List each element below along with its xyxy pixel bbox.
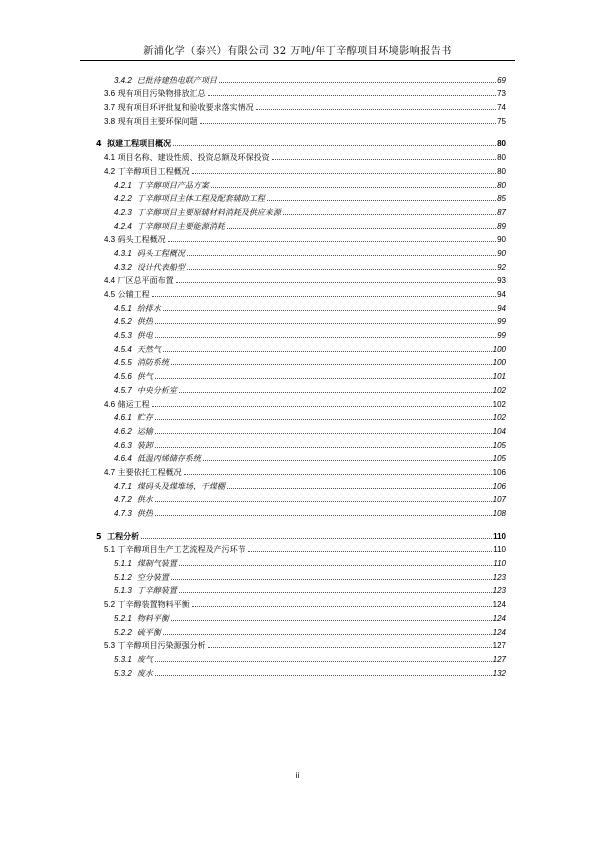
toc-entry-text: 物料平衡	[136, 613, 169, 623]
toc-entry-number: 4.3.1	[114, 248, 132, 258]
header-rule	[80, 60, 515, 61]
toc-entry-number: 4.6.1	[114, 413, 132, 423]
dot-leader	[227, 227, 496, 229]
dot-leader	[171, 619, 492, 621]
dot-leader	[179, 391, 492, 393]
toc-entry[interactable]	[96, 354, 506, 368]
toc-entry-text: 丁辛醇项目产品方案	[136, 180, 209, 190]
dot-leader	[248, 550, 493, 552]
toc-entry[interactable]	[96, 637, 506, 651]
dot-leader	[219, 81, 496, 83]
toc-entry-text: 供电	[136, 331, 153, 341]
toc-entry-title	[114, 441, 154, 450]
toc-entry[interactable]	[96, 450, 506, 464]
dot-leader	[155, 432, 492, 434]
toc-entry-number: 5.1.2	[114, 572, 132, 582]
dot-leader	[187, 268, 496, 270]
toc-entry-page: 94	[497, 290, 506, 299]
toc-entry[interactable]	[96, 491, 506, 505]
toc-entry[interactable]	[96, 463, 506, 477]
toc-entry-title	[104, 290, 151, 299]
toc-entry[interactable]	[96, 340, 506, 354]
toc-entry-text: 丁辛醇项目生产工艺流程及产污环节	[117, 545, 246, 555]
toc-entry-page: 85	[497, 194, 506, 204]
toc-entry-title	[114, 222, 226, 231]
toc-entry-title	[114, 427, 154, 436]
toc-entry-number: 5.1.1	[114, 559, 132, 569]
toc-entry-number: 5.3	[104, 641, 116, 651]
toc-entry-page: 93	[497, 276, 506, 286]
toc-entry-number: 4.5.6	[114, 372, 132, 382]
toc-entry-title	[114, 317, 154, 326]
toc-entry-title	[114, 509, 154, 518]
toc-entry-number: 4.2.4	[114, 221, 132, 231]
dot-leader	[155, 514, 492, 516]
toc-entry-text: 码头工程概况	[136, 248, 185, 258]
toc-entry[interactable]	[96, 582, 506, 596]
toc-entry-text: 丁辛醇装置物料平衡	[117, 600, 190, 610]
toc-entry-title	[114, 181, 210, 190]
toc-entry[interactable]	[96, 395, 506, 409]
dot-leader	[256, 108, 496, 110]
dot-leader	[163, 350, 492, 352]
dot-leader	[152, 405, 492, 407]
toc-entry-title	[114, 413, 154, 422]
toc-entry-page: 99	[497, 331, 506, 341]
toc-entry-text: 现有项目环评批复和验收要求落实情况	[117, 103, 254, 113]
dot-leader	[184, 473, 492, 475]
toc-entry[interactable]	[96, 231, 506, 245]
toc-entry[interactable]	[96, 98, 506, 112]
toc-entry-text: 废水	[136, 668, 153, 678]
toc-entry-title	[114, 386, 178, 395]
toc-entry-page: 110	[493, 545, 506, 555]
toc-entry-page: 100	[492, 344, 506, 354]
dot-leader	[179, 591, 492, 593]
toc-entry-number: 3.6	[104, 89, 116, 99]
toc-entry-number: 4	[96, 139, 102, 149]
toc-entry-text: 中央分析室	[136, 385, 177, 395]
toc-entry-text: 贮存	[136, 413, 153, 423]
toc-entry-text: 项目名称、建设性质、投资总额及环保投资	[117, 153, 270, 163]
toc-entry-page: 110	[493, 531, 506, 541]
dot-leader	[173, 144, 496, 146]
toc-entry[interactable]	[96, 422, 506, 436]
dot-leader	[208, 94, 496, 96]
toc-entry-title	[104, 235, 167, 244]
toc-entry-text: 现有项目主要环保问题	[117, 116, 198, 126]
toc-entry-number: 5.2.1	[114, 613, 132, 623]
toc-entry-title	[114, 331, 154, 340]
dot-leader	[192, 172, 496, 174]
toc-entry-text: 低温丙烯储存系统	[136, 454, 201, 464]
toc-entry-page: 127	[492, 654, 506, 664]
toc-entry-number: 5	[96, 531, 102, 541]
toc-entry[interactable]	[96, 148, 506, 162]
toc-entry-title	[114, 669, 154, 678]
toc-entry-number: 4.7	[104, 467, 116, 477]
toc-entry-number: 4.7.2	[114, 495, 132, 505]
toc-entry-title	[114, 263, 186, 272]
toc-entry[interactable]	[96, 367, 506, 381]
dot-leader	[155, 446, 492, 448]
toc-entry[interactable]	[96, 135, 506, 149]
toc-entry-title	[114, 495, 154, 504]
toc-entry-text: 供水	[136, 495, 153, 505]
dot-leader	[152, 295, 496, 297]
toc-entry-page: 105	[492, 440, 506, 450]
toc-entry-number: 5.3.2	[114, 668, 132, 678]
toc-entry-page: 101	[492, 372, 506, 382]
toc-entry[interactable]	[96, 313, 506, 327]
toc-entry-text: 丁辛醇项目污染源强分析	[117, 641, 206, 651]
toc-entry-title	[114, 345, 162, 354]
toc-entry-title	[104, 545, 247, 554]
toc-entry-page: 106	[492, 481, 506, 491]
toc-entry[interactable]	[96, 190, 506, 204]
toc-entry-title	[104, 468, 183, 477]
dot-leader	[272, 158, 496, 160]
toc-entry-number: 4.1	[104, 153, 116, 163]
toc-entry-number: 4.6	[104, 399, 116, 409]
toc-entry-number: 5.2.2	[114, 627, 132, 637]
toc-entry-page: 105	[492, 454, 506, 464]
toc-entry-title	[104, 153, 271, 162]
table-of-contents	[96, 71, 506, 678]
toc-entry[interactable]	[96, 176, 506, 190]
dot-leader	[227, 487, 492, 489]
dot-leader	[155, 660, 492, 662]
dot-leader	[187, 254, 496, 256]
toc-entry-title	[114, 586, 178, 595]
toc-entry-page: 104	[492, 426, 506, 436]
toc-entry[interactable]	[96, 299, 506, 313]
toc-entry-number: 4.4	[104, 276, 116, 286]
toc-entry-title	[114, 304, 162, 313]
toc-entry-title	[96, 139, 172, 148]
toc-entry-number: 4.2.2	[114, 194, 132, 204]
dot-leader	[211, 186, 496, 188]
toc-entry-text: 空分装置	[136, 572, 169, 582]
toc-entry-title	[104, 276, 175, 285]
toc-entry[interactable]	[96, 326, 506, 340]
dot-leader	[171, 363, 492, 365]
toc-entry-page: 124	[492, 600, 506, 610]
toc-entry-number: 4.2	[104, 166, 116, 176]
dot-leader	[155, 336, 496, 338]
toc-entry-page: 124	[492, 627, 506, 637]
dot-leader	[163, 633, 492, 635]
toc-entry-title	[114, 573, 170, 582]
toc-entry-text: 供气	[136, 372, 153, 382]
dot-leader	[176, 281, 496, 283]
toc-entry[interactable]	[96, 162, 506, 176]
toc-entry[interactable]	[96, 477, 506, 491]
toc-entry-text: 拟建工程项目概况	[107, 139, 172, 149]
toc-entry-page: 99	[497, 317, 506, 327]
toc-entry-number: 3.7	[104, 103, 116, 113]
toc-entry-text: 设计代表船型	[136, 262, 185, 272]
toc-entry-title	[114, 614, 170, 623]
toc-entry-number: 4.2.1	[114, 180, 132, 190]
toc-entry[interactable]	[96, 595, 506, 609]
toc-entry[interactable]	[96, 664, 506, 678]
toc-entry-number: 4.3	[104, 235, 116, 245]
toc-entry[interactable]	[96, 258, 506, 272]
toc-entry-text: 丁辛醇项目主要原辅材料消耗及供应来源	[136, 207, 281, 217]
toc-entry-title	[114, 208, 282, 217]
toc-entry-page: 80	[497, 180, 506, 190]
toc-entry[interactable]	[96, 244, 506, 258]
toc-entry-page: 107	[492, 495, 506, 505]
toc-entry-title	[104, 103, 255, 112]
toc-entry-text: 消防系统	[136, 358, 169, 368]
toc-entry[interactable]	[96, 541, 506, 555]
toc-entry-number: 4.7.1	[114, 481, 132, 491]
dot-leader	[192, 605, 492, 607]
toc-entry-number: 4.5.7	[114, 385, 132, 395]
toc-entry-page: 102	[492, 413, 506, 423]
toc-entry-page: 132	[492, 668, 506, 678]
toc-entry-text: 丁辛醇项目主体工程及配套辅助工程	[136, 194, 265, 204]
toc-entry-text: 厂区总平面布置	[117, 276, 174, 286]
toc-entry-number: 5.1.3	[114, 586, 132, 596]
toc-entry-text: 已批待建热电联产项目	[136, 75, 217, 85]
toc-entry-title	[104, 117, 199, 126]
dot-leader	[179, 564, 492, 566]
toc-entry-number: 5.1	[104, 545, 116, 555]
toc-entry[interactable]	[96, 527, 506, 541]
toc-entry[interactable]	[96, 623, 506, 637]
toc-entry-text: 丁辛醇项目主要能源消耗	[136, 221, 225, 231]
toc-entry-number: 4.5.1	[114, 303, 132, 313]
toc-entry[interactable]	[96, 112, 506, 126]
toc-entry-title	[114, 372, 154, 381]
toc-entry-number: 5.2	[104, 600, 116, 610]
dot-leader	[155, 322, 496, 324]
dot-leader	[283, 213, 496, 215]
dot-leader	[163, 309, 496, 311]
toc-entry-number: 4.7.3	[114, 509, 132, 518]
toc-entry-page: 80	[497, 166, 506, 176]
toc-entry-number: 4.6.2	[114, 426, 132, 436]
toc-entry-title	[114, 76, 218, 85]
toc-entry-page: 74	[497, 103, 506, 113]
toc-entry-page: 100	[492, 358, 506, 368]
toc-entry-number: 3.4.2	[114, 75, 132, 85]
toc-entry-page: 106	[492, 467, 506, 477]
toc-entry-title	[104, 600, 191, 609]
dot-leader	[141, 537, 492, 539]
toc-entry-page: 94	[497, 303, 506, 313]
toc-entry-text: 码头工程概况	[117, 235, 166, 245]
toc-entry-page: 75	[497, 116, 506, 126]
page-number: ii	[295, 771, 300, 780]
toc-entry-text: 硫平衡	[136, 627, 161, 637]
toc-entry[interactable]	[96, 436, 506, 450]
dot-leader	[203, 459, 492, 461]
toc-entry-page: 108	[492, 509, 506, 518]
toc-entry[interactable]	[96, 71, 506, 85]
toc-entry-text: 煤制气装置	[136, 559, 177, 569]
toc-entry-title	[114, 194, 266, 203]
toc-entry[interactable]	[96, 85, 506, 99]
toc-entry-page: 89	[497, 221, 506, 231]
toc-entry-text: 丁辛醇装置	[136, 586, 177, 596]
toc-entry-page: 102	[492, 385, 506, 395]
toc-entry-title	[104, 89, 207, 98]
toc-entry-text: 运输	[136, 426, 153, 436]
toc-entry-title	[114, 482, 226, 491]
dot-leader	[155, 418, 492, 420]
toc-entry-title	[114, 559, 178, 568]
toc-entry-text: 装卸	[136, 440, 153, 450]
toc-entry-title	[104, 641, 207, 650]
dot-leader	[171, 578, 492, 580]
toc-entry-number: 4.6.4	[114, 454, 132, 464]
toc-entry[interactable]	[96, 285, 506, 299]
toc-entry-text: 现有项目污染物排放汇总	[117, 89, 206, 99]
toc-entry[interactable]	[96, 217, 506, 231]
toc-entry-text: 煤码头及煤堆场、干煤棚	[136, 481, 225, 491]
toc-entry-text: 储运工程	[117, 399, 150, 409]
toc-entry-page: 69	[497, 75, 506, 85]
toc-entry-title	[104, 400, 151, 409]
toc-entry-page: 92	[497, 262, 506, 272]
toc-entry[interactable]	[96, 650, 506, 664]
dot-leader	[155, 377, 492, 379]
toc-entry-page: 102	[492, 399, 506, 409]
toc-entry-number: 4.5	[104, 290, 116, 299]
toc-entry-text: 主要依托工程概况	[117, 467, 182, 477]
toc-entry-text: 废气	[136, 654, 153, 664]
toc-entry-page: 80	[497, 139, 506, 149]
running-header: 新浦化学（泰兴）有限公司 32 万吨/年丁辛醇项目环境影响报告书	[143, 46, 452, 57]
toc-entry[interactable]	[96, 568, 506, 582]
toc-entry-number: 4.2.3	[114, 207, 132, 217]
toc-entry-text: 供热	[136, 509, 153, 518]
toc-entry-number: 4.5.5	[114, 358, 132, 368]
toc-entry-title	[96, 532, 140, 541]
toc-entry[interactable]	[96, 272, 506, 286]
toc-entry-page: 90	[497, 248, 506, 258]
toc-entry[interactable]	[96, 203, 506, 217]
toc-entry-title	[114, 655, 154, 664]
toc-entry-text: 天然气	[136, 344, 161, 354]
toc-entry-text: 丁辛醇项目工程概况	[117, 166, 190, 176]
toc-entry-title	[114, 249, 186, 258]
toc-entry-page: 90	[497, 235, 506, 245]
toc-entry-number: 3.8	[104, 116, 116, 126]
toc-entry-number: 4.5.2	[114, 317, 132, 327]
dot-leader	[200, 122, 496, 124]
toc-entry[interactable]	[96, 409, 506, 423]
dot-leader	[267, 199, 496, 201]
dot-leader	[208, 646, 492, 648]
toc-entry-title	[104, 167, 191, 176]
toc-entry[interactable]	[96, 554, 506, 568]
toc-entry-page: 87	[497, 207, 506, 217]
toc-entry-page: 80	[497, 153, 506, 163]
toc-entry[interactable]	[96, 381, 506, 395]
toc-entry-number: 4.3.2	[114, 262, 132, 272]
toc-entry-page: 123	[492, 586, 506, 596]
dot-leader	[168, 240, 496, 242]
dot-leader	[155, 674, 492, 676]
toc-gap	[96, 126, 506, 135]
toc-entry-page: 73	[497, 89, 506, 99]
toc-entry-page: 110	[493, 559, 506, 569]
toc-entry[interactable]	[96, 609, 506, 623]
toc-entry-page: 127	[492, 641, 506, 651]
toc-entry-text: 公辅工程	[117, 290, 150, 299]
toc-entry-title	[114, 454, 202, 463]
toc-entry-page: 123	[492, 572, 506, 582]
toc-entry-title	[114, 358, 170, 367]
toc-entry-text: 给排水	[136, 303, 161, 313]
toc-entry-number: 4.6.3	[114, 440, 132, 450]
toc-entry-text: 供热	[136, 317, 153, 327]
toc-gap	[96, 518, 506, 527]
toc-entry-number: 4.5.4	[114, 344, 132, 354]
toc-entry-number: 5.3.1	[114, 654, 132, 664]
toc-entry[interactable]	[96, 504, 506, 518]
toc-entry-number: 4.5.3	[114, 331, 132, 341]
dot-leader	[155, 500, 492, 502]
toc-entry-page: 124	[492, 613, 506, 623]
toc-entry-text: 工程分析	[107, 531, 140, 541]
toc-entry-title	[114, 628, 162, 637]
